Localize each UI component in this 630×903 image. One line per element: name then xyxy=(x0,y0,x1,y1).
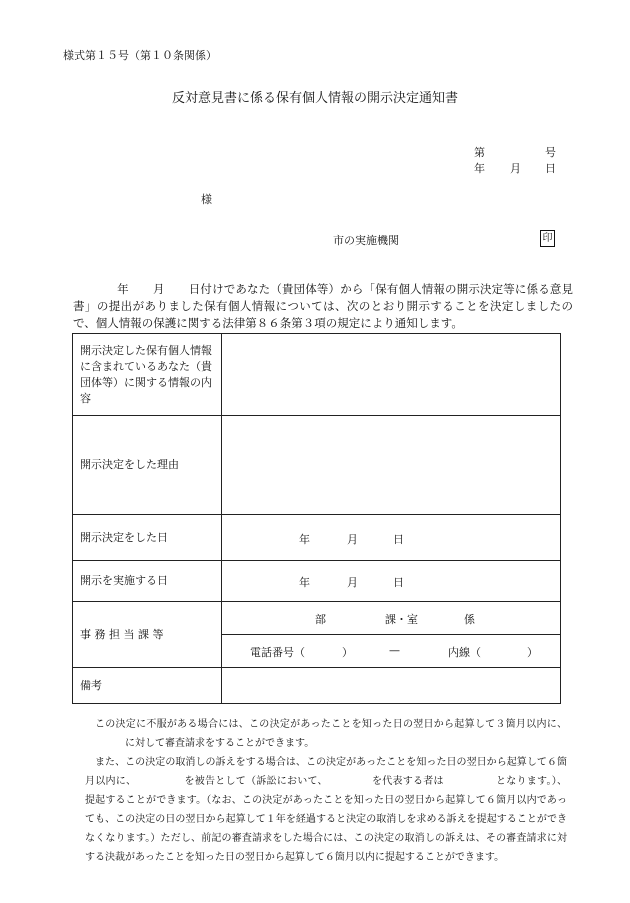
reason-value xyxy=(222,416,561,515)
decision-date-label: 開示決定をした日 xyxy=(73,515,222,561)
decision-day: 日 xyxy=(393,532,404,546)
document-number-line xyxy=(468,144,566,158)
note-lawsuit-text-c: を代表する者は xyxy=(371,776,444,787)
seal-stamp: 印 xyxy=(540,230,555,247)
note-lawsuit-text-a: また、この決定の取消しの訴えをする場合は、この決定があったことを知った日の翌日から起算して６箇月以内に、 xyxy=(85,757,567,787)
disclosure-date-label: 開示を実施する日 xyxy=(73,561,222,602)
contact-value xyxy=(222,602,561,668)
document-title: 反対意見書に係る保有個人情報の開示決定通知書 xyxy=(171,91,458,106)
note-lawsuit-text-d: となります。）、提起することができます。（なお、この決定があったことを知った日の翌日から起算して６箇月以内であっても、この決定の日の翌日から起算して１年を経過すると決定の取消しを求める訴えを提起することができなくなります。）ただし、前記の審査請求をした場合には、この決定の取消しの訴えは、その審査請求に対する決裁があったことを知った日の翌日から起算して６箇月以内に提起することができます。 xyxy=(85,776,567,863)
department-line xyxy=(222,602,560,635)
number-prefix: 第 xyxy=(474,146,485,159)
disclosure-month: 月 xyxy=(347,576,358,589)
intro-paragraph xyxy=(73,281,573,332)
note-lawsuit-text-b: を被告として（訴訟において、 xyxy=(184,776,328,787)
intro-month: 月 xyxy=(152,282,165,296)
table-row xyxy=(73,668,561,704)
phone-dash: — xyxy=(389,644,400,657)
note-appeal xyxy=(85,715,567,753)
note-appeal-text-a: この決定に不服がある場合には、この決定があったことを知った日の翌日から起算して３箇月以内に、 xyxy=(95,719,567,730)
decision-date-value xyxy=(222,515,561,561)
remarks-value xyxy=(222,668,561,704)
note-appeal-text-b: に対して審査請求をすることができます。 xyxy=(125,738,315,749)
notice-table xyxy=(72,333,561,704)
extension-label: 内線（ xyxy=(448,646,481,659)
phone-close: ） xyxy=(342,646,353,659)
issuer-name: 市の実施機関 xyxy=(333,234,399,247)
table-row xyxy=(73,515,561,561)
document-date-line xyxy=(468,160,566,174)
note-lawsuit xyxy=(85,753,567,867)
date-year: 年 xyxy=(474,162,485,175)
contact-label: 事 務 担 当 課 等 xyxy=(73,602,222,668)
department-suffix: 部 xyxy=(315,613,326,626)
disclosure-year: 年 xyxy=(299,576,310,589)
recipient-suffix: 様 xyxy=(201,193,212,206)
reason-label: 開示決定をした理由 xyxy=(73,416,222,515)
phone-line xyxy=(222,635,560,667)
table-row xyxy=(73,416,561,515)
date-month: 月 xyxy=(510,162,521,175)
date-day: 日 xyxy=(545,162,556,175)
info-content-label: 開示決定した保有個人情報に含まれているあなた（貴団体等）に関する情報の内容 xyxy=(73,334,222,416)
number-suffix: 号 xyxy=(545,146,556,159)
form-number: 様式第１５号（第１０条関係） xyxy=(63,49,217,62)
unit-suffix: 係 xyxy=(464,613,475,626)
notes-section xyxy=(85,715,567,867)
decision-year: 年 xyxy=(299,532,310,546)
table-row xyxy=(73,561,561,602)
table-row xyxy=(73,602,561,668)
section-suffix: 課・室 xyxy=(385,613,418,626)
info-content-value xyxy=(222,334,561,416)
disclosure-day: 日 xyxy=(393,576,404,589)
disclosure-date-value xyxy=(222,561,561,602)
extension-close: ） xyxy=(527,646,538,659)
table-row xyxy=(73,334,561,416)
remarks-label: 備考 xyxy=(73,668,222,704)
intro-year: 年 xyxy=(117,282,129,296)
phone-label: 電話番号（ xyxy=(250,646,305,659)
decision-month: 月 xyxy=(347,532,358,546)
intro-body: 日付けであなた（貴団体等）から「保有個人情報の開示決定等に係る意見書」の提出がありました保有個人情報については、次のとおり開示することを決定しましたので、個人情報の保護に関する法律第８６条第３項の規定により通知します。 xyxy=(73,282,574,330)
